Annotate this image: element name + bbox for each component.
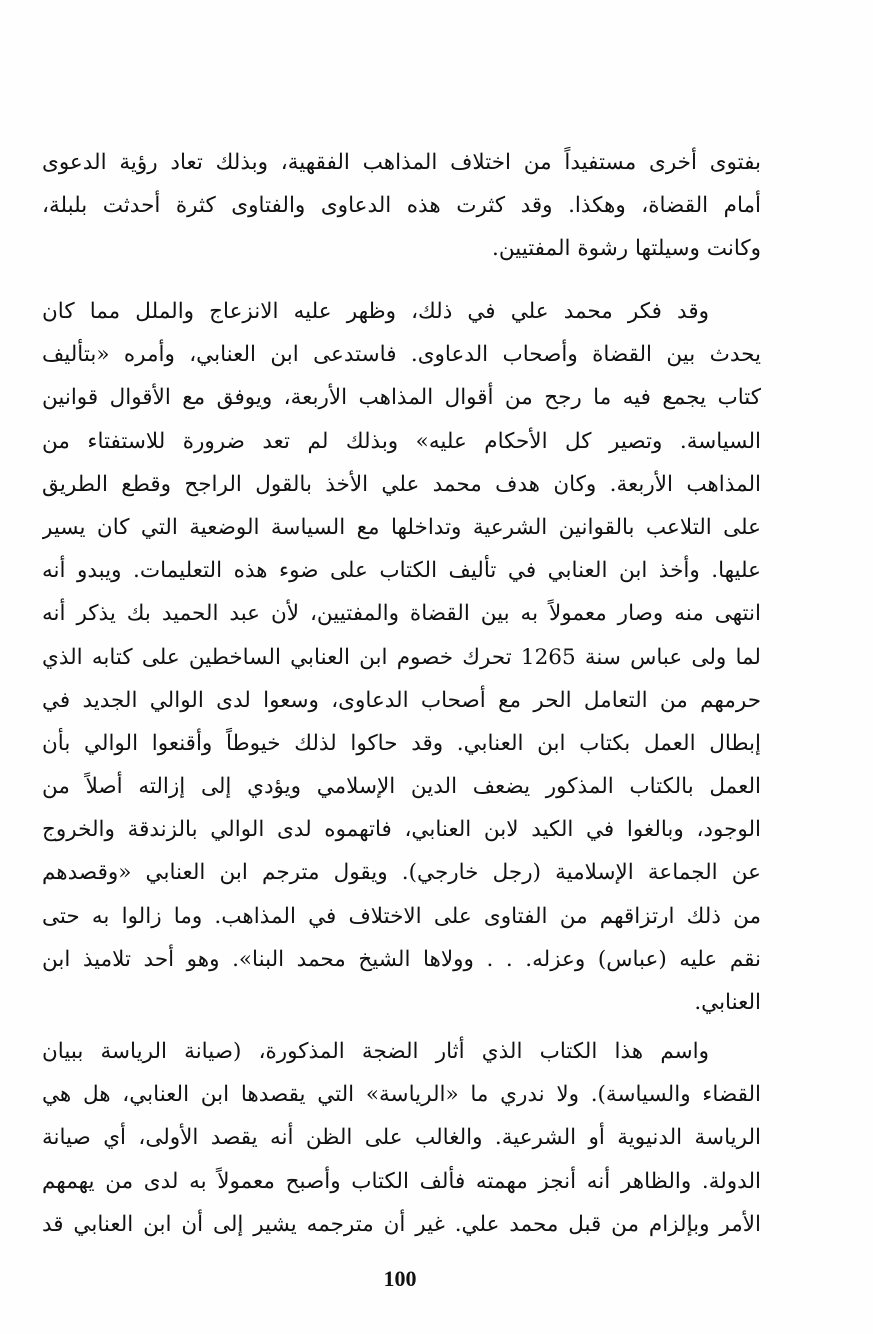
paragraph-1 bbox=[42, 141, 761, 271]
text-line: العمل بالكتاب المذكور يضعف الدين الإسلامي ويؤدي إلى إزالته أصلاً من bbox=[42, 774, 761, 800]
paragraph-2 bbox=[42, 290, 761, 1024]
text-line: الدولة. والظاهر أنه أنجز مهمته فألف الكتاب وأصبح معمولاً به لدى من يهمهم bbox=[42, 1168, 761, 1194]
text-line: القضاء والسياسة). ولا ندري ما «الرياسة» التي يقصدها ابن العنابي، هل هي bbox=[42, 1082, 761, 1108]
text-line: الوجود، وبالغوا في الكيد لابن العنابي، فاتهموه لدى الوالي بالزندقة والخروج bbox=[42, 817, 761, 843]
text-line: عليها. وأخذ ابن العنابي في تأليف الكتاب على ضوء هذه التعليمات. ويبدو أنه bbox=[42, 558, 761, 584]
text-line: إبطال العمل بكتاب ابن العنابي. وقد حاكوا لذلك خيوطاً وأقنعوا الوالي بأن bbox=[42, 730, 761, 756]
text-line: يحدث بين القضاة وأصحاب الدعاوى. فاستدعى ابن العنابي، وأمره «بتأليف bbox=[42, 342, 761, 368]
text-line: من ذلك ارتزاقهم من الفتاوى على الاختلاف في المذاهب. وما زالوا به حتى bbox=[42, 903, 761, 929]
text-line: وكانت وسيلتها رشوة المفتيين. bbox=[492, 236, 761, 262]
text-line: بفتوى أخرى مستفيداً من اختلاف المذاهب الفقهية، وبذلك تعاد رؤية الدعوى bbox=[42, 150, 761, 175]
text-line: على التلاعب بالقوانين الشرعية وتداخلها مع السياسة الوضعية التي كان يسير bbox=[42, 514, 761, 540]
text-line: الأمر وبإلزام من قبل محمد علي. غير أن مترجمه يشير إلى أن ابن العنابي قد bbox=[42, 1211, 761, 1237]
text-line: المذاهب الأربعة. وكان هدف محمد علي الأخذ بالقول الراجح وقطع الطريق bbox=[42, 471, 761, 497]
text-line: حرمهم من التعامل الحر مع أصحاب الدعاوى، وسعوا لدى الوالي الجديد في bbox=[42, 687, 761, 713]
page-number: 100 bbox=[383, 1266, 417, 1291]
text-line: العنابي. bbox=[694, 990, 761, 1015]
text-line: كتاب يجمع فيه ما رجح من أقوال المذاهب الأربعة، ويوفق مع الأقوال قوانين bbox=[42, 385, 761, 411]
text-line: لما ولى عباس سنة 1265 تحرك خصوم ابن العنابي الساخطين على كتابه الذي bbox=[42, 644, 761, 670]
text-line: انتهى منه وصار معمولاً به بين القضاة والمفتيين، لأن عبد الحميد بك يذكر أنه bbox=[42, 601, 761, 627]
text-line: السياسة. وتصير كل الأحكام عليه» وبذلك لم تعد ضرورة للاستفتاء من bbox=[42, 428, 761, 454]
paragraph-3 bbox=[42, 1030, 761, 1246]
text-line: واسم هذا الكتاب الذي أثار الضجة المذكورة، (صيانة الرياسة ببيان bbox=[42, 1039, 709, 1064]
text-line: الرياسة الدنيوية أو الشرعية. والغالب على الظن أنه يقصد الأولى، أي صيانة bbox=[42, 1125, 761, 1151]
text-line: وقد فكر محمد علي في ذلك، وظهر عليه الانزعاج والملل مما كان bbox=[42, 299, 709, 324]
text-line: أمام القضاة، وهكذا. وقد كثرت هذه الدعاوى والفتاوى كثرة أحدثت بلبلة، bbox=[42, 193, 761, 219]
text-line: نقم عليه (عباس) وعزله. . . وولاها الشيخ محمد البنا». وهو أحد تلاميذ ابن bbox=[42, 946, 761, 972]
text-line: عن الجماعة الإسلامية (رجل خارجي). ويقول مترجم ابن العنابي «وقصدهم bbox=[42, 860, 761, 886]
